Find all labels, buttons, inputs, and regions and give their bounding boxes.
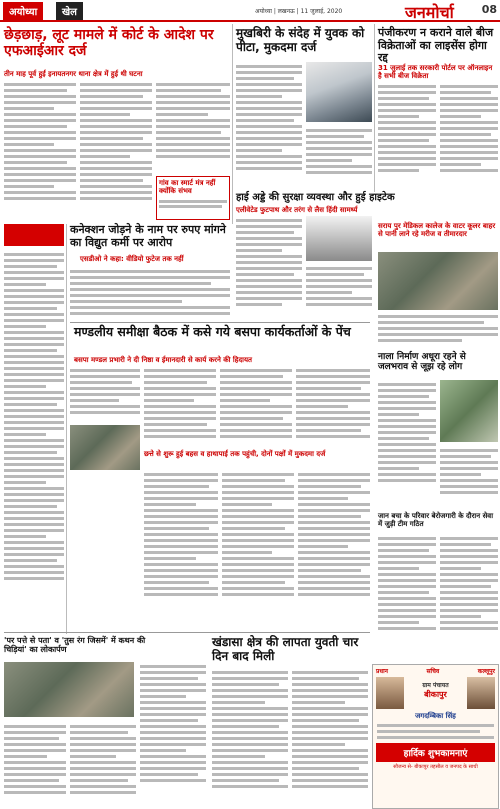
headline-collage: सराय पुर मेडिकल कालेज के वाटर कूलर बाहर से पानी लाने रहे मरीज व तीमारदार	[378, 222, 496, 239]
body-smart-2	[440, 446, 498, 510]
body-license-1	[378, 82, 436, 190]
headline-smart: नाला निर्माण अधूरा रहने से जलभराव से जूझ रहे लोग	[378, 352, 466, 373]
ad-place: बीकापुर	[424, 690, 447, 699]
section-badge: अयोध्या	[3, 2, 43, 20]
headline-lower: जान बचा के परिवार बेरोजगारी के दौरान सेवा में जुड़ी टीम गठित	[378, 512, 494, 529]
ad-top-right: कल्लूपुर	[477, 668, 495, 675]
subhead-mandal: बसपा मण्डल प्रभारी ने दी निष्ठा व ईमानदारी से कार्य करने की हिदायत	[74, 356, 253, 364]
ad-greeting: हार्दिक शुभकामनाएं	[376, 743, 495, 762]
subhead-power: एसडीओ ने कहा: वीडियो फुटेज तक नहीं	[80, 255, 184, 263]
ad-name: जगदम्बिका सिंह	[415, 712, 456, 720]
body-court-1	[4, 80, 76, 220]
body-pratap-1	[144, 470, 218, 620]
category-badge: खेल	[56, 2, 83, 20]
ad-top-row	[373, 665, 498, 677]
body-pratap-3	[298, 470, 370, 620]
body-license-2	[440, 82, 498, 190]
side-red-box	[4, 224, 64, 246]
headline-khandasa: खंडासा क्षेत्र की लापता युवती चार दिन बाद मिली	[212, 635, 359, 663]
page-number: 08	[481, 3, 497, 16]
brand-logo: जनमोर्चा	[405, 3, 454, 22]
body-book-1	[4, 722, 66, 807]
photo-collage	[378, 252, 498, 310]
headline-power: कनेक्शन जोड़ने के नाम पर रुपए मांगने का विद्युत कर्मी पर आरोप	[70, 223, 226, 249]
body-khandasa-2	[292, 668, 368, 808]
subhead-highway: एलीवेटेड फुटपाथ और तरंग से लैस हिंदी सामर्थ्य	[236, 206, 358, 214]
headline-mandal: मण्डलीय समीक्षा बैठक में कसे गये बसपा कार्यकर्ताओं के पेंच	[74, 324, 351, 339]
headline-book: 'पर पत्ते से पता' व 'तुस रंग जिसमें' में कथन की चिड़ियां' का लोकार्पण	[4, 636, 146, 655]
dateline: अयोध्या | लखनऊ | 11 जुलाई, 2020	[255, 8, 343, 15]
body-khandasa-1	[212, 668, 288, 808]
photo-mandal	[70, 425, 140, 470]
body-power	[70, 267, 230, 322]
headline-court: छेड़छाड़, लूट मामले में कोर्ट के आदेश पर एफआईआर दर्ज	[4, 27, 214, 60]
sidebar-title: गांव का स्मार्ट मंत्र नहीं क्योंकि संभव	[159, 179, 216, 196]
headline-highway: हाई अड्डे की सुरक्षा व्यवस्था और हुई हाइटेक	[236, 192, 395, 203]
ad-footer: सौजन्य से- बीकापुर तहसील व जनपद के साथी	[393, 764, 478, 770]
body-lower-1	[378, 534, 436, 662]
body-highway-2	[306, 264, 372, 320]
body-court-3	[156, 80, 230, 175]
ad-org-block	[422, 677, 448, 709]
body-mukhbiri-2	[306, 126, 372, 190]
body-mukhbiri-1	[236, 62, 302, 190]
rule-book	[4, 632, 370, 633]
body-mandal-1	[70, 366, 140, 424]
headline-pratap: छत्ते से शुरू हुई बहस व हाथापाई तक पहुंची, दोनों पक्षों में मुकदमा दर्ज	[144, 450, 326, 458]
ad-portrait-right	[467, 677, 495, 709]
body-highway-1	[236, 216, 302, 320]
body-book-3	[140, 662, 206, 807]
body-pratap-2	[222, 470, 294, 620]
body-smart-1	[378, 380, 436, 510]
ad-org: ग्राम पंचायत	[422, 682, 449, 689]
ad-portrait-left	[376, 677, 404, 709]
headline-mukhbiri: मुखबिरी के संदेह में युवक को पीटा, मुकदमा दर्ज	[236, 26, 365, 54]
box-sidebar	[156, 176, 230, 220]
rule-mandal	[70, 322, 370, 323]
photo-highway	[306, 216, 372, 261]
photo-vehicle	[306, 62, 372, 122]
column-rule-3	[374, 24, 375, 192]
body-lower-2	[440, 534, 498, 662]
ad-top-mid: सचिव	[426, 668, 440, 675]
ad-top-left: प्रधान	[376, 668, 388, 675]
advertisement	[372, 664, 499, 809]
headline-license: पंजीकरण न कराने वाले बीज विक्रेताओं का लाइसेंस होगा रद्द	[378, 26, 494, 65]
subhead-court: तीन माह पूर्व हुई इनायतनगर थाना क्षेत्र में हुई थी घटना	[4, 70, 143, 78]
column-rule	[66, 224, 67, 634]
photo-book	[4, 662, 134, 717]
column-rule-2	[232, 24, 233, 224]
ad-text-lines	[373, 724, 498, 739]
photo-smart	[440, 380, 498, 442]
body-left-column	[4, 250, 64, 600]
subhead-license: 31 जुलाई तक सरकारी पोर्टल पर ऑनलाइन है सभी बीज विक्रेता	[378, 64, 493, 81]
body-book-2	[70, 722, 136, 807]
masthead	[0, 0, 500, 22]
body-collage	[378, 312, 498, 352]
ad-portraits	[373, 677, 498, 709]
body-court-2	[80, 80, 152, 220]
